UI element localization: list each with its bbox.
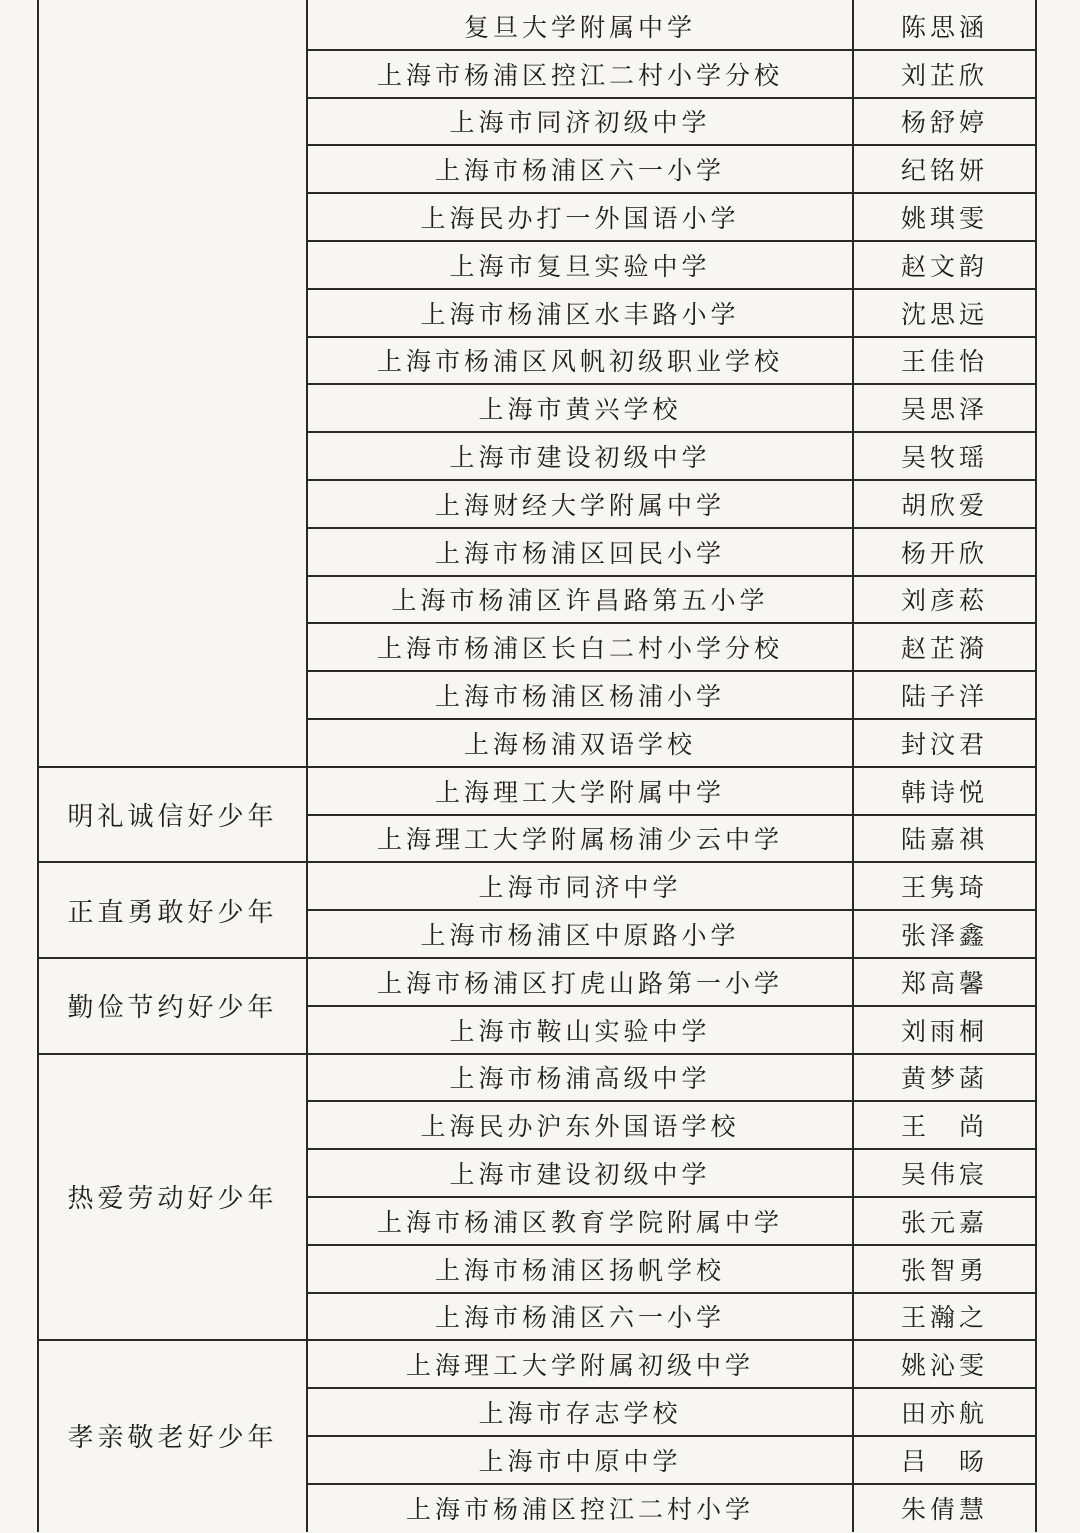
category-cell: 孝亲敬老好少年 bbox=[67, 1423, 278, 1454]
name-cell: 杨舒婷 bbox=[900, 108, 988, 138]
category-cell: 勤俭节约好少年 bbox=[67, 993, 278, 1024]
school-cell: 复旦大学附属中学 bbox=[463, 12, 696, 42]
name-cell: 吴伟宸 bbox=[900, 1160, 988, 1190]
name-cell: 王瀚之 bbox=[900, 1303, 988, 1333]
school-cell: 上海市杨浦区中原路小学 bbox=[420, 921, 740, 951]
category-cell bbox=[38, 2, 307, 767]
school-cell: 上海市杨浦区水丰路小学 bbox=[420, 299, 740, 329]
name-cell: 刘雨桐 bbox=[900, 1016, 988, 1046]
school-cell: 上海理工大学附属杨浦少云中学 bbox=[376, 825, 783, 855]
name-cell: 吴牧瑶 bbox=[900, 443, 988, 473]
name-cell: 陈思涵 bbox=[900, 12, 988, 42]
name-cell: 封汶君 bbox=[900, 729, 988, 759]
name-cell: 赵文韵 bbox=[900, 251, 988, 281]
school-cell: 上海市杨浦高级中学 bbox=[449, 1064, 711, 1094]
school-cell: 上海市杨浦区长白二村小学分校 bbox=[376, 634, 783, 664]
category-cell: 明礼诚信好少年 bbox=[67, 802, 278, 833]
school-cell: 上海财经大学附属中学 bbox=[434, 490, 725, 520]
name-cell: 王佳怡 bbox=[900, 347, 988, 377]
school-cell: 上海市杨浦区六一小学 bbox=[434, 156, 725, 186]
name-cell: 姚沁雯 bbox=[900, 1351, 988, 1381]
name-cell: 胡欣爱 bbox=[900, 490, 988, 520]
name-cell: 姚琪雯 bbox=[900, 204, 988, 234]
name-cell: 刘彦菘 bbox=[900, 586, 988, 616]
school-cell: 上海市存志学校 bbox=[478, 1399, 682, 1429]
school-cell: 上海市杨浦区扬帆学校 bbox=[434, 1255, 725, 1285]
name-cell: 杨开欣 bbox=[900, 538, 988, 568]
school-cell: 上海市黄兴学校 bbox=[478, 395, 682, 425]
name-divider bbox=[852, 0, 854, 1532]
school-cell: 上海市杨浦区六一小学 bbox=[434, 1303, 725, 1333]
category-cell: 正直勇敢好少年 bbox=[67, 897, 278, 928]
school-cell: 上海市杨浦区打虎山路第一小学 bbox=[376, 968, 783, 998]
name-cell: 吴思泽 bbox=[900, 395, 988, 425]
name-cell: 朱倩慧 bbox=[900, 1494, 988, 1524]
name-cell: 田亦航 bbox=[900, 1399, 988, 1429]
name-cell: 王 尚 bbox=[900, 1112, 988, 1142]
name-cell: 刘芷欣 bbox=[900, 60, 988, 90]
school-cell: 上海市杨浦区许昌路第五小学 bbox=[391, 586, 769, 616]
name-cell: 韩诗悦 bbox=[900, 777, 988, 807]
school-cell: 上海市建设初级中学 bbox=[449, 1160, 711, 1190]
school-cell: 上海民办沪东外国语学校 bbox=[420, 1112, 740, 1142]
left-border bbox=[37, 0, 39, 1532]
name-cell: 张泽鑫 bbox=[900, 921, 988, 951]
school-cell: 上海理工大学附属初级中学 bbox=[405, 1351, 754, 1381]
school-cell: 上海市杨浦区控江二村小学分校 bbox=[376, 60, 783, 90]
school-cell: 上海理工大学附属中学 bbox=[434, 777, 725, 807]
school-cell: 上海市复旦实验中学 bbox=[449, 251, 711, 281]
school-cell: 上海市建设初级中学 bbox=[449, 443, 711, 473]
school-cell: 上海市同济初级中学 bbox=[449, 108, 711, 138]
name-cell: 黄梦菡 bbox=[900, 1064, 988, 1094]
name-cell: 郑高馨 bbox=[900, 968, 988, 998]
school-cell: 上海市杨浦区控江二村小学 bbox=[405, 1494, 754, 1524]
school-cell: 上海市同济中学 bbox=[478, 873, 682, 903]
name-cell: 沈思远 bbox=[900, 299, 988, 329]
category-cell: 热爱劳动好少年 bbox=[67, 1184, 278, 1215]
name-cell: 陆嘉祺 bbox=[900, 825, 988, 855]
school-cell: 上海市中原中学 bbox=[478, 1446, 682, 1476]
name-cell: 陆子洋 bbox=[900, 682, 988, 712]
name-cell: 张智勇 bbox=[900, 1255, 988, 1285]
right-border bbox=[1035, 0, 1037, 1532]
name-cell: 张元嘉 bbox=[900, 1207, 988, 1237]
school-cell: 上海市杨浦区杨浦小学 bbox=[434, 682, 725, 712]
name-cell: 赵芷漪 bbox=[900, 634, 988, 664]
name-cell: 吕 旸 bbox=[900, 1446, 988, 1476]
school-cell: 上海市杨浦区教育学院附属中学 bbox=[376, 1207, 783, 1237]
school-cell: 上海市鞍山实验中学 bbox=[449, 1016, 711, 1046]
name-cell: 纪铭妍 bbox=[900, 156, 988, 186]
name-cell: 王隽琦 bbox=[900, 873, 988, 903]
school-cell: 上海市杨浦区回民小学 bbox=[434, 538, 725, 568]
school-cell: 上海民办打一外国语小学 bbox=[420, 204, 740, 234]
school-cell: 上海市杨浦区风帆初级职业学校 bbox=[376, 347, 783, 377]
category-divider bbox=[306, 0, 308, 1532]
school-cell: 上海杨浦双语学校 bbox=[463, 729, 696, 759]
